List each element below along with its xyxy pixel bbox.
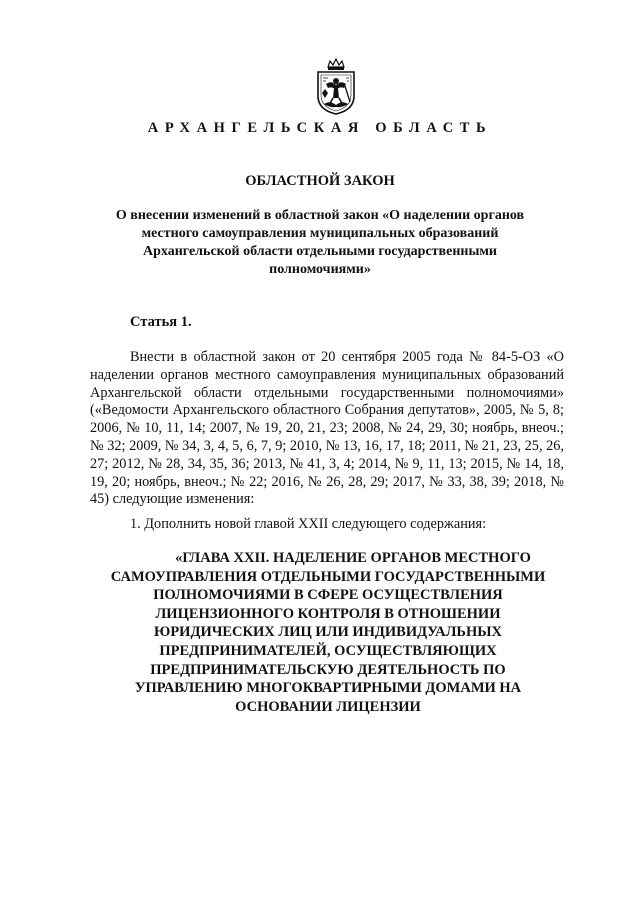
chapter-heading: «ГЛАВА XXII. НАДЕЛЕНИЕ ОРГАНОВ МЕСТНОГО САМОУПРАВЛЕНИЯ ОТДЕЛЬНЫМИ ГОСУДАРСТВЕННЫМИ ПОЛНОМОЧИЯМИ В СФЕРЕ ОСУЩЕСТВЛЕНИЯ ЛИЦЕНЗИОННОГО КОНТРОЛЯ В ОТНОШЕНИИ ЮРИДИЧЕСКИХ ЛИЦ ИЛИ ИНДИВИДУАЛЬНЫХ ПРЕДПРИНИМАТЕЛЕЙ, ОСУЩЕСТВЛЯЮЩИХ ПРЕДПРИНИМАТЕЛЬСКУЮ ДЕЯТЕЛЬНОСТЬ ПО УПРАВЛЕНИЮ МНОГОКВАРТИРНЫМИ ДОМАМИ НА ОСНОВАНИИ ЛИЦЕНЗИИ — [110, 550, 546, 715]
list-item-1: 1. Дополнить новой главой XXII следующего содержания: — [130, 516, 487, 532]
document-type: ОБЛАСТНОЙ ЗАКОН — [245, 173, 395, 189]
document-title: О внесении изменений в областной закон «О наделении органов местного самоуправления муниципальных образований Архангельской области отдельными государственными полномочиями» — [115, 208, 525, 277]
coat-of-arms-icon — [314, 58, 358, 116]
region-name: АРХАНГЕЛЬСКАЯ ОБЛАСТЬ — [147, 120, 493, 136]
article-heading: Статья 1. — [130, 314, 192, 330]
article-paragraph: Внести в областной закон от 20 сентября 2005 года № 84-5-ОЗ «О наделении органов местного самоуправления муниципальных образований Архангельской области отдельными государственными полномочиями» («Ведомости Архангельского областного Собрания депутатов», 2005, № 5, 8; 2006, № 10, 11, 14; 2007, № 19, 20, 21, 23; 2008, № 24, 29, 30; ноябрь, внеоч.; № 32; 2009, № 34, 3, 4, 5, 6, 7, 9; 2010, № 13, 16, 17, 18; 2011, № 21, 23, 25, 26, 27; 2012, № 28, 34, 35, 36; 2013, № 41, 3, 4; 2014, № 9, 11, 13; 2015, № 14, 18, 19, 20; ноябрь, внеоч.; № 22; 2016, № 26, 28, 29; 2017, № 33, 38, 39; 2018, № 45) следующие изменения: — [90, 349, 564, 508]
